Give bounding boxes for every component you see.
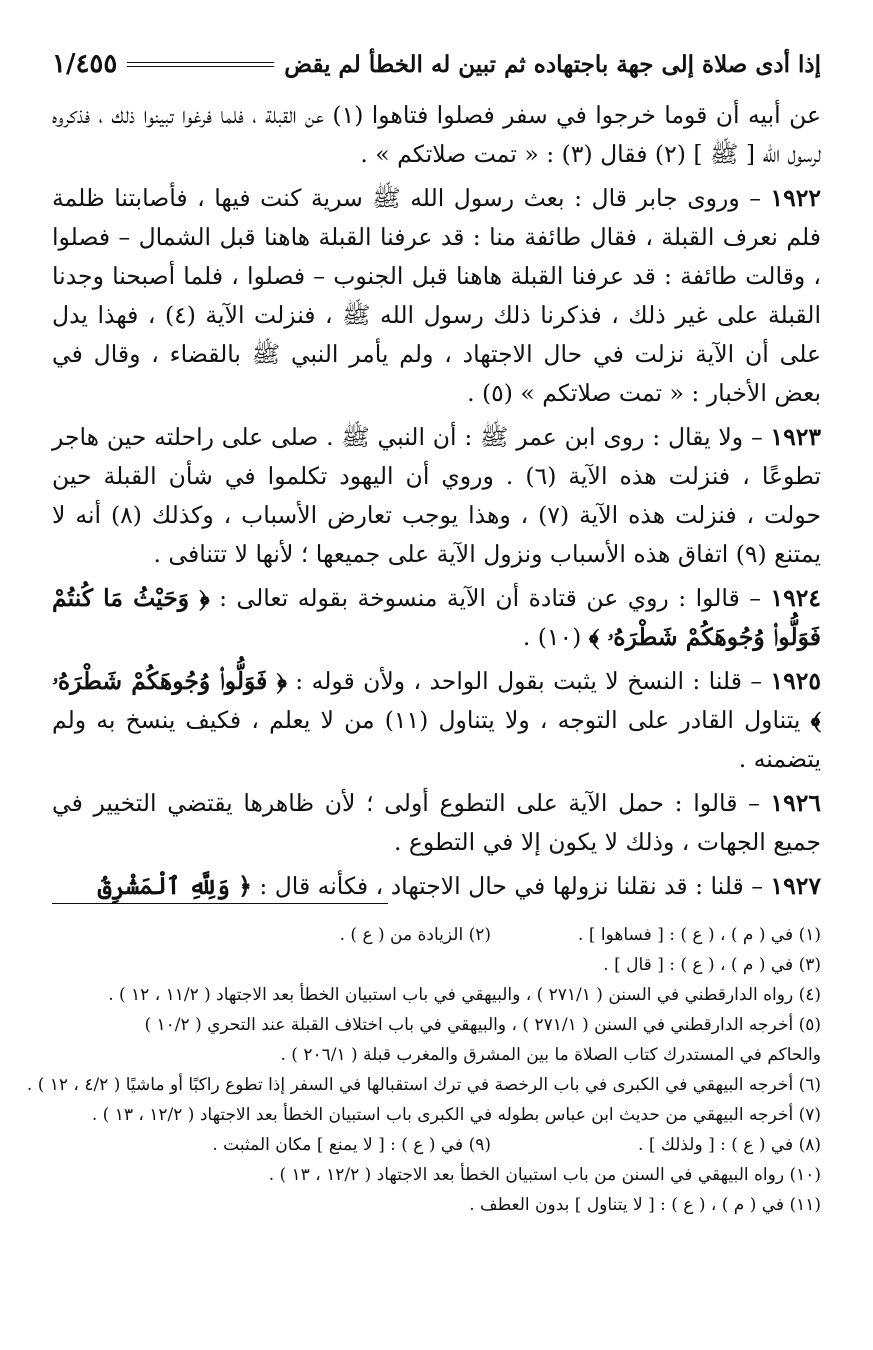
- paragraph-tail: (١٠) .: [522, 623, 582, 651]
- quran-verse: ﴿ وَحَيْثُ مَا كُنتُمْ فَوَلُّوا۟ وُجُوهَكُمْ شَطْرَهُۥ ﴾: [52, 584, 821, 651]
- paragraph-tail: يتناول القادر على التوجه ، ولا يتناول (١١) من لا يعلم ، فكيف ينسخ به ولم يتضمنه .: [52, 706, 821, 773]
- paragraph-text: قالوا : حمل الآية على التطوع أولى ؛ لأن ظاهرها يقتضي التخيير في جميع الجهات ، وذلك لا يكون إلا في التطوع .: [52, 789, 821, 856]
- paragraph-text: وروى جابر قال : بعث رسول الله ﷺ سرية كنت فيها ، فأصابتنا ظلمة فلم نعرف القبلة ، فقال طائفة منا : قد عرفنا القبلة هاهنا قبل الشمال – فصلوا ، وقالت طائفة : قد عرفنا القبلة هاهنا قبل الجنوب – فصلوا ، فلما أصبحنا وجدنا القبلة على غير ذلك ، فذكرنا ذلك رسول الله ﷺ ، فنزلت الآية (٤) ، فهذا يدل على أن الآية نزلت في حال الاجتهاد ، ولم يأمر النبي ﷺ بالقضاء ، وقال في بعض الأخبار : « تمت صلاتكم » (٥) .: [52, 184, 821, 407]
- paragraph-number: ١٩٢٧: [770, 872, 821, 900]
- paragraph-1923: ١٩٢٣ – ولا يقال : روى ابن عمر ﷺ : أن النبي ﷺ . صلى على راحلته حين هاجر تطوعًا ، فنزلت هذه الآية (٦) . وروي أن اليهود تكلموا في شأن القبلة حين حولت ، فنزلت هذه الآية (٧) ، وهذا يوجب تعارض الأسباب ، وكذلك (٨) أنه لا يمتنع (٩) اتفاق هذه الأسباب ونزول الآية على جميعها ؛ لأنها لا تتنافى .: [52, 423, 821, 568]
- paragraph-1922: ١٩٢٢ – وروى جابر قال : بعث رسول الله ﷺ سرية كنت فيها ، فأصابتنا ظلمة فلم نعرف القبلة ، فقال طائفة منا : قد عرفنا القبلة هاهنا قبل الشمال – فصلوا ، وقالت طائفة : قد عرفنا القبلة هاهنا قبل الجنوب – فصلوا ، فلما أصبحنا وجدنا القبلة على غير ذلك ، فذكرنا ذلك رسول الله ﷺ ، فنزلت الآية (٤) ، فهذا يدل على أن الآية نزلت في حال الاجتهاد ، ولم يأمر النبي ﷺ بالقضاء ، وقال في بعض الأخبار : « تمت صلاتكم » (٥) .: [52, 184, 821, 407]
- footnote: (٣) في ( م ) ، ( ع ) : [ قال ] .: [603, 955, 821, 975]
- paragraph-text: ولا يقال : روى ابن عمر ﷺ : أن النبي ﷺ . صلى على راحلته حين هاجر تطوعًا ، فنزلت هذه الآية (٦) . وروي أن اليهود تكلموا في شأن القبلة حين حولت ، فنزلت هذه الآية (٧) ، وهذا يوجب تعارض الأسباب ، وكذلك (٨) أنه لا يمتنع (٩) اتفاق هذه الأسباب ونزول الآية على جميعها ؛ لأنها لا تتنافى .: [52, 423, 821, 568]
- paragraph-continuation: [52, 96, 821, 174]
- footnote-row: [52, 1130, 821, 1160]
- footnote-separator: [52, 903, 388, 904]
- footnote: (١١) في ( م ) ، ( ع ) : [ لا يتناول ] بدون العطف .: [469, 1195, 821, 1215]
- paragraph-1926: ١٩٢٦ – قالوا : حمل الآية على التطوع أولى ؛ لأن ظاهرها يقتضي التخيير في جميع الجهات ، وذلك لا يكون إلا في التطوع .: [52, 789, 821, 856]
- footnote-continuation: والحاكم في المستدرك كتاب الصلاة ما بين المشرق والمغرب قبلة ( ٢٠٦/١ ) .: [280, 1045, 821, 1065]
- main-text: [52, 96, 821, 911]
- footnote: (٤) رواه الدارقطني في السنن ( ٢٧١/١ ) ، والبيهقي في باب استبيان الخطأ بعد الاجتهاد ( ١١/٢ ، ١٢ ) .: [108, 985, 821, 1005]
- footnote: (٩) في ( ع ) : [ لا يمنع ] مكان المثبت .: [212, 1135, 491, 1155]
- paragraph-text: قالوا : روي عن قتادة أن الآية منسوخة بقوله تعالى :: [219, 584, 740, 612]
- paragraph-number: ١٩٢٤: [770, 584, 821, 612]
- footnote: (١) في ( م ) ، ( ع ) : [ فساهوا ] .: [578, 925, 821, 945]
- paragraph-number: ١٩٢٣: [770, 423, 821, 451]
- footnote: (٧) أخرجه البيهقي من حديث ابن عباس بطوله في الكبرى باب استبيان الخطأ بعد الاجتهاد ( ١٢/٢ ، ١٣ ) .: [91, 1105, 821, 1125]
- header-double-rule: [127, 62, 274, 67]
- footnote: (١٠) رواه البيهقي في السنن من باب استبيان الخطأ بعد الاجتهاد ( ١٢/٢ ، ١٣ ) .: [268, 1165, 821, 1185]
- running-header: [52, 46, 821, 82]
- paragraph-1925: ١٩٢٥ – قلنا : النسخ لا يثبت بقول الواحد ، ولأن قوله : ﴿ فَوَلُّوا۟ وُجُوهَكُمْ شَطْرَهُۥ ﴾ يتناول القادر على التوجه ، ولا يتناول (١١) من لا يعلم ، فكيف ينسخ به ولم يتضمنه .: [52, 667, 821, 773]
- paragraph-number: ١٩٢٦: [770, 789, 821, 817]
- paragraph-number: ١٩٢٥: [770, 667, 821, 695]
- paragraph-number: ١٩٢٢: [770, 184, 821, 212]
- quran-verse: ﴿ وَلِلَّهِ ٱلْمَشْرِقُ: [97, 872, 252, 900]
- paragraph-text: عن أبيه أن قوما خرجوا في سفر فصلوا فتاهوا (١) عن القبلة ، فلما فرغوا تبينوا ذلك ، فذكروه لرسول الله [ ﷺ ] (٢) فقال (٣) : « تمت صلاتكم » .: [52, 101, 821, 168]
- page-number: ١/٤٥٥: [52, 49, 118, 79]
- paragraph-1924: ١٩٢٤ – قالوا : روي عن قتادة أن الآية منسوخة بقوله تعالى : ﴿ وَحَيْثُ مَا كُنتُمْ فَوَلُّوا۟ وُجُوهَكُمْ شَطْرَهُۥ ﴾ (١٠) .: [52, 584, 821, 651]
- footnote: (٨) في ( ع ) : [ ولذلك ] .: [638, 1135, 821, 1155]
- quran-verse: ﴿ فَوَلُّوا۟ وُجُوهَكُمْ شَطْرَهُۥ ﴾: [52, 667, 821, 734]
- footnote: (٦) أخرجه البيهقي في الكبرى في باب الرخصة في ترك استقبالها في السفر إذا تطوع راكبًا أو ماشيًا ( ٤/٢ ، ١٢ ) .: [26, 1075, 821, 1095]
- paragraph-1927: ١٩٢٧ – قلنا : قد نقلنا نزولها في حال الاجتهاد ، فكأنه قال : ﴿ وَلِلَّهِ ٱلْمَشْرِقُ: [97, 872, 821, 900]
- footnotes: [26, 920, 821, 1220]
- paragraph-text: قلنا : قد نقلنا نزولها في حال الاجتهاد ، فكأنه قال :: [259, 872, 744, 900]
- header-title: إذا أدى صلاة إلى جهة باجتهاده ثم تبين له الخطأ لم يقض: [284, 50, 821, 78]
- paragraph-text: قلنا : النسخ لا يثبت بقول الواحد ، ولأن قوله :: [295, 667, 742, 695]
- footnote: (٢) الزيادة من ( ع ) .: [339, 925, 491, 945]
- footnote-row: [52, 920, 821, 950]
- footnote: (٥) أخرجه الدارقطني في السنن ( ٢٧١/١ ) ، والبيهقي في باب اختلاف القبلة عند التحري ( ١٠/٢ ): [144, 1015, 821, 1035]
